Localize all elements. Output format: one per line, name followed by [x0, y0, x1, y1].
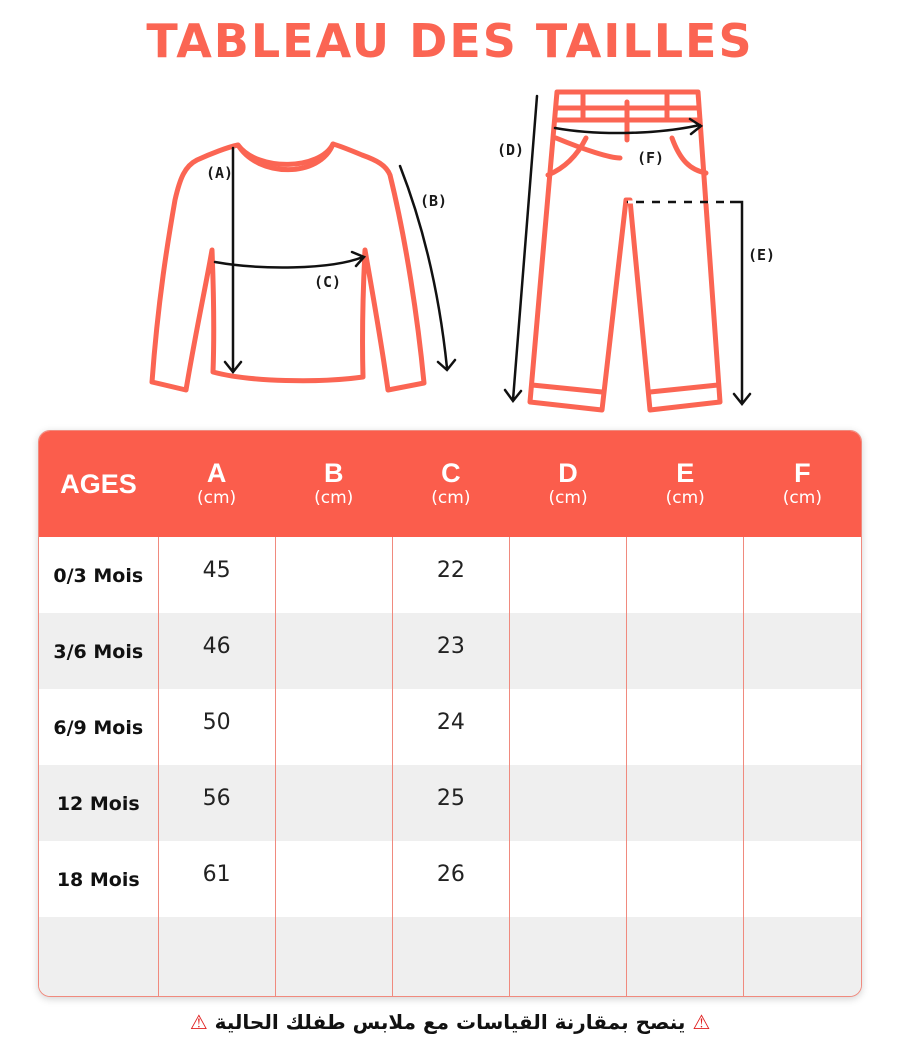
label-d: (D): [497, 141, 525, 159]
header-letter: D: [558, 458, 578, 488]
cell-c: [392, 917, 509, 997]
label-f: (F): [637, 149, 665, 167]
pants-shape: [530, 92, 720, 410]
cell-e: [627, 841, 744, 917]
cell-f: [744, 689, 861, 765]
warning-icon: ⚠: [692, 1010, 711, 1034]
cell-c: 23: [392, 613, 509, 689]
header-col-e: [627, 431, 744, 537]
header-letter: B: [323, 458, 344, 488]
header-unit: (cm): [665, 488, 705, 508]
warning-icon: ⚠: [189, 1010, 208, 1034]
header-col-c: [392, 431, 509, 537]
header-letter: F: [794, 458, 811, 488]
cell-d: [509, 613, 626, 689]
label-c: (C): [314, 273, 342, 291]
size-table: [38, 430, 862, 997]
header-unit: (cm): [196, 488, 237, 508]
cell-d: [509, 537, 626, 613]
cell-b: [275, 917, 392, 997]
cell-d: [509, 841, 626, 917]
cell-f: [744, 841, 861, 917]
cell-c: 25: [392, 765, 509, 841]
cell-a: 61: [158, 841, 275, 917]
cell-b: [275, 765, 392, 841]
label-e: (E): [748, 246, 776, 264]
cell-b: [275, 689, 392, 765]
row-age-label: 3/6 Mois: [39, 613, 158, 689]
table-row: [39, 841, 861, 917]
row-age-label: 18 Mois: [56, 868, 140, 891]
advice-note: [0, 1010, 900, 1034]
table-row: [39, 917, 861, 997]
header-col-b: [275, 431, 392, 537]
cell-f: [744, 917, 861, 997]
cell-a: 50: [158, 689, 275, 765]
header-ages: AGES: [39, 431, 158, 537]
header-col-f: [744, 431, 861, 537]
cell-e: [627, 537, 744, 613]
cell-f: [744, 613, 861, 689]
cell-d: [509, 765, 626, 841]
cell-a: [158, 917, 275, 997]
table-row: [39, 689, 861, 765]
row-age-label: 12 Mois: [39, 765, 158, 841]
cell-e: [627, 765, 744, 841]
row-age-label: 6/9 Mois: [53, 716, 144, 739]
cell-e: [627, 689, 744, 765]
cell-b: [275, 613, 392, 689]
cell-d: [509, 689, 626, 765]
cell-b: [275, 841, 392, 917]
header-unit: (cm): [431, 488, 471, 508]
table-header-row: [39, 431, 861, 537]
header-col-a: [158, 431, 275, 537]
cell-d: [509, 917, 626, 997]
cell-a: 46: [158, 613, 275, 689]
table-row: [39, 537, 861, 613]
header-letter: E: [676, 458, 695, 488]
header-unit: (cm): [548, 488, 588, 508]
label-b: (B): [420, 192, 448, 210]
measure-arrows: [215, 96, 750, 404]
cell-c: 22: [392, 537, 509, 613]
header-col-d: [509, 431, 626, 537]
measurement-illustration: [0, 80, 900, 420]
cell-a: 56: [158, 765, 275, 841]
cell-e: [627, 917, 744, 997]
header-unit: (cm): [782, 488, 822, 508]
row-age-label: [39, 917, 158, 997]
label-a: (A): [206, 164, 234, 182]
table-row: [39, 613, 861, 689]
cell-c: 24: [392, 689, 509, 765]
cell-c: 26: [392, 841, 509, 917]
cell-f: [744, 537, 861, 613]
header-letter: C: [441, 458, 461, 488]
table-row: [39, 765, 861, 841]
advice-text: ينصح بمقارنة القياسات مع ملابس طفلك الحالية: [214, 1010, 686, 1034]
header-unit: (cm): [314, 488, 354, 508]
cell-b: [275, 537, 392, 613]
cell-e: [627, 613, 744, 689]
header-letter: A: [206, 458, 227, 488]
cell-a: 45: [158, 537, 275, 613]
cell-f: [744, 765, 861, 841]
page-title: TABLEAU DES TAILLES: [146, 14, 754, 68]
row-age-label: 0/3 Mois: [53, 564, 144, 587]
